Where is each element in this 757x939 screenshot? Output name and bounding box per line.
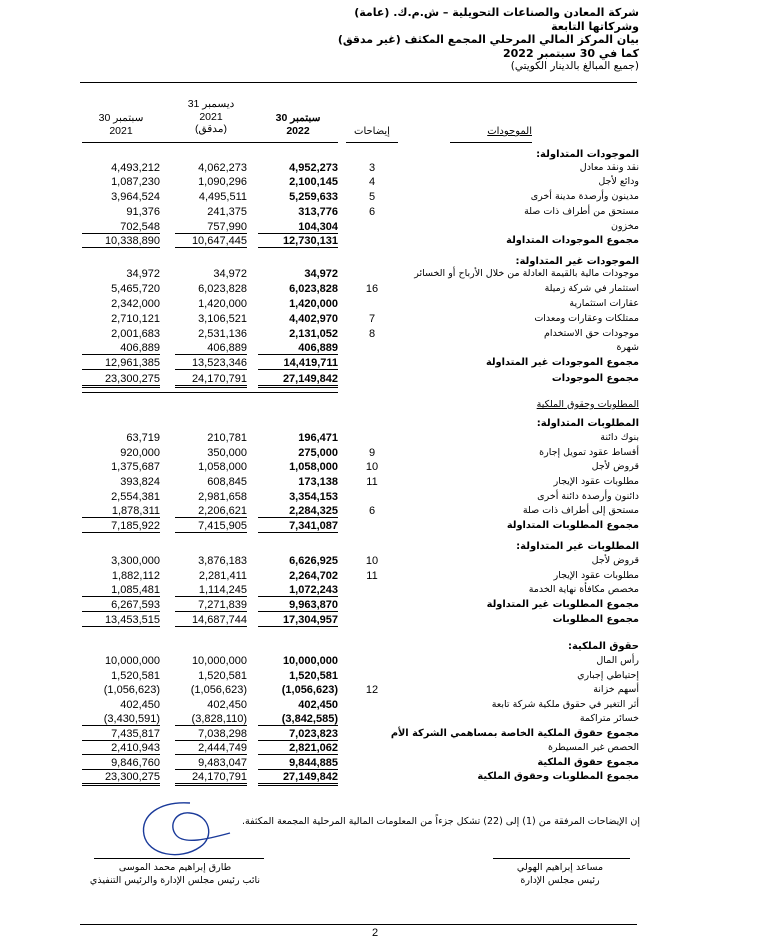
row-note: 3 — [368, 162, 376, 174]
total-rule — [82, 247, 160, 248]
value-c3: 2,710,121 — [111, 313, 160, 325]
document-header — [239, 6, 639, 74]
table-row — [0, 417, 757, 431]
signatory-right-title: رئيس مجلس الإدارة — [520, 875, 600, 886]
table-row — [0, 598, 757, 612]
table-row — [0, 669, 757, 683]
row-label: مطلوبات عقود الإيجار — [553, 570, 639, 581]
page-number: 2 — [371, 927, 379, 939]
currency-note: (جميع المبالغ بالدينار الكويتي) — [510, 60, 639, 72]
row-label: مجموع الموجودات — [551, 373, 639, 384]
value-c1: 34,972 — [304, 268, 338, 280]
row-note: 16 — [365, 283, 379, 295]
value-c3: 2,342,000 — [111, 298, 160, 310]
notes-reference: إن الإيضاحات المرفقة من (1) إلى (22) تشكل جزءاً من المعلومات المالية المرحلية المجمعة المكثفة. — [242, 816, 640, 827]
notes-column-header: إيضاحات — [354, 126, 390, 137]
row-label: المطلوبات غير المتداولة: — [516, 541, 639, 552]
value-c2: 1,058,000 — [198, 461, 247, 473]
value-c3: 10,000,000 — [104, 655, 160, 667]
value-c1: 1,520,581 — [289, 670, 338, 682]
row-label: مجموع الموجودات غير المتداولة — [485, 357, 639, 368]
total-rule — [258, 596, 338, 597]
value-c2: 4,495,511 — [198, 191, 247, 203]
value-c3: 2,001,683 — [111, 328, 160, 340]
value-c2: 757,990 — [207, 221, 247, 233]
value-c1: 196,471 — [298, 432, 338, 444]
total-rule — [258, 532, 338, 533]
value-c3: 3,300,000 — [111, 555, 160, 567]
column-header-sep-2022 — [258, 112, 338, 137]
value-c1: 2,100,145 — [289, 176, 338, 188]
total-rule — [175, 532, 247, 533]
total-rule — [82, 354, 160, 355]
table-row — [0, 341, 757, 355]
column-c2-line3: (مدقق) — [195, 123, 227, 135]
value-c1: 1,420,000 — [289, 298, 338, 310]
signature-right — [480, 861, 640, 887]
table-row — [0, 297, 757, 311]
row-label: قروض لأجل — [591, 555, 639, 566]
total-rule — [82, 754, 160, 755]
value-c1: 402,450 — [298, 699, 338, 711]
signature-left — [70, 861, 280, 887]
row-note: 8 — [368, 328, 376, 340]
value-c1: 104,304 — [298, 221, 338, 233]
table-row — [0, 540, 757, 554]
row-label: دائنون وأرصدة دائنة أخرى — [537, 491, 639, 502]
footer-rule — [80, 924, 637, 925]
total-rule — [82, 626, 160, 627]
total-rule — [258, 611, 338, 612]
table-row — [0, 475, 757, 489]
signature-line-left — [94, 858, 264, 859]
value-c3: 406,889 — [120, 342, 160, 354]
value-c2: 1,420,000 — [198, 298, 247, 310]
column-c2-line2: 2021 — [199, 110, 223, 123]
column-c1-line1: 30 سبتمبر — [275, 112, 321, 124]
value-c2: 10,000,000 — [191, 655, 247, 667]
table-row — [0, 205, 757, 219]
total-rule — [175, 785, 247, 786]
section-rule — [82, 392, 338, 393]
value-c3: 1,520,581 — [111, 670, 160, 682]
value-c1: 2,821,062 — [289, 742, 338, 754]
column-header-dec-2021 — [175, 98, 247, 136]
total-rule — [82, 387, 160, 388]
value-c1: 14,419,711 — [283, 357, 338, 369]
total-rule — [175, 354, 247, 355]
table-row — [0, 431, 757, 445]
table-row — [0, 756, 757, 770]
value-c3: 3,964,524 — [111, 191, 160, 203]
value-c1: 6,023,828 — [289, 283, 338, 295]
row-label: موجودات مالية بالقيمة العادلة من خلال الأرباح أو الخسائر — [414, 268, 639, 279]
value-c1: 10,000,000 — [282, 655, 338, 667]
value-c1: 2,284,325 — [289, 505, 338, 517]
total-rule — [175, 385, 247, 386]
value-c3: 2,554,381 — [111, 491, 160, 503]
value-c1: 1,058,000 — [289, 461, 338, 473]
value-c1: 12,730,131 — [282, 235, 338, 247]
value-c1: 9,844,885 — [289, 757, 338, 769]
value-c2: 10,647,445 — [191, 235, 247, 247]
table-row — [0, 267, 757, 281]
value-c1: 4,952,273 — [289, 162, 338, 174]
value-c2: 7,038,298 — [198, 728, 247, 740]
total-rule — [258, 754, 338, 755]
value-c2: 13,523,346 — [191, 357, 247, 369]
value-c3: 91,376 — [126, 206, 160, 218]
total-rule — [82, 369, 160, 370]
row-label: موجودات حق الاستخدام — [544, 328, 639, 339]
row-label: مجموع حقوق الملكية — [537, 757, 639, 768]
table-row — [0, 190, 757, 204]
value-c2: 241,375 — [207, 206, 247, 218]
row-label: مستحق إلى أطراف ذات صلة — [522, 505, 639, 516]
row-label: الموجودات المتداولة: — [536, 149, 639, 160]
row-label: أقساط عقود تمويل إجارة — [539, 447, 639, 458]
value-c3: 34,972 — [126, 268, 160, 280]
total-rule — [82, 611, 160, 612]
table-row — [0, 372, 757, 386]
value-c1: 3,354,153 — [289, 491, 338, 503]
row-label: مجموع حقوق الملكية الخاصة بمساهمي الشركة الأم — [390, 728, 639, 739]
table-row — [0, 446, 757, 460]
table-row — [0, 654, 757, 668]
total-rule — [258, 626, 338, 627]
total-rule — [82, 517, 160, 518]
table-row — [0, 583, 757, 597]
value-c1: 313,776 — [298, 206, 338, 218]
total-rule — [258, 247, 338, 248]
value-c1: 1,072,243 — [289, 584, 338, 596]
column-c1-line2: 2022 — [286, 124, 310, 137]
row-label: نقد ونقد معادل — [579, 162, 639, 173]
row-label: مستحق من أطراف ذات صلة — [524, 206, 639, 217]
column-header-rule — [450, 142, 532, 143]
signature-mark — [130, 795, 240, 865]
table-row — [0, 356, 757, 370]
total-rule — [82, 740, 160, 741]
company-name: شركة المعادن والصناعات التحويلية – ش.م.ك. (عامة) — [354, 6, 639, 19]
total-rule — [175, 754, 247, 755]
table-row — [0, 220, 757, 234]
row-note: 9 — [368, 447, 376, 459]
total-rule — [175, 783, 247, 784]
row-label: المطلوبات المتداولة: — [536, 418, 639, 429]
value-c1: 7,023,823 — [289, 728, 338, 740]
table-row — [0, 504, 757, 518]
row-label: مجموع الموجودات المتداولة — [506, 235, 639, 246]
total-rule — [175, 596, 247, 597]
value-c1: 7,341,087 — [289, 520, 338, 532]
column-c3-line2: 2021 — [109, 124, 133, 137]
total-rule — [175, 247, 247, 248]
total-rule — [258, 725, 338, 726]
value-c2: (1,056,623) — [190, 684, 247, 696]
table-row — [0, 519, 757, 533]
value-c2: 6,023,828 — [198, 283, 247, 295]
value-c2: 608,845 — [207, 476, 247, 488]
row-label: مطلوبات عقود الإيجار — [553, 476, 639, 487]
row-label: شهرة — [616, 342, 639, 353]
table-row — [0, 683, 757, 697]
row-note: 10 — [365, 461, 379, 473]
value-c1: 9,963,870 — [289, 599, 338, 611]
row-label: الحصص غير المسيطرة — [547, 742, 639, 753]
value-c3: 9,846,760 — [111, 757, 160, 769]
statement-title: بيان المركز المالي المرحلي المجمع المكثف (غير مدقق) — [337, 33, 639, 46]
table-row — [0, 727, 757, 741]
row-label: بنوك دائنة — [600, 432, 639, 443]
total-rule — [258, 740, 338, 741]
total-rule — [82, 769, 160, 770]
value-c1: 17,304,957 — [282, 614, 338, 626]
row-label: ودائع لأجل — [598, 176, 639, 187]
value-c2: 3,106,521 — [198, 313, 247, 325]
total-rule — [82, 385, 160, 386]
value-c1: 5,259,633 — [289, 191, 338, 203]
value-c2: 7,415,905 — [198, 520, 247, 532]
total-rule — [258, 785, 338, 786]
table-row — [0, 398, 757, 412]
statement-date: كما في 30 سبتمبر 2022 — [502, 46, 639, 60]
total-rule — [82, 233, 160, 234]
value-c1: 406,889 — [298, 342, 338, 354]
value-c2: 2,206,621 — [198, 505, 247, 517]
value-c2: 2,281,411 — [198, 570, 247, 582]
value-c1: 27,149,842 — [282, 771, 338, 783]
value-c3: 23,300,275 — [104, 373, 160, 385]
total-rule — [175, 626, 247, 627]
row-note: 7 — [368, 313, 376, 325]
value-c3: 10,338,890 — [104, 235, 160, 247]
value-c1: 6,626,925 — [289, 555, 338, 567]
value-c2: 24,170,791 — [191, 771, 247, 783]
row-label: إحتياطي إجباري — [577, 670, 639, 681]
table-row — [0, 312, 757, 326]
table-row — [0, 234, 757, 248]
table-row — [0, 770, 757, 784]
table-row — [0, 460, 757, 474]
value-c3: 7,185,922 — [111, 520, 160, 532]
value-c3: 23,300,275 — [104, 771, 160, 783]
value-c2: 3,876,183 — [198, 555, 247, 567]
value-c3: 1,878,311 — [111, 505, 160, 517]
value-c3: 393,824 — [120, 476, 160, 488]
row-label: المطلوبات وحقوق الملكية — [536, 399, 639, 410]
total-rule — [258, 783, 338, 784]
total-rule — [175, 517, 247, 518]
value-c2: 14,687,744 — [191, 614, 247, 626]
table-row — [0, 490, 757, 504]
row-label: قروض لأجل — [591, 461, 639, 472]
value-c2: 402,450 — [207, 699, 247, 711]
value-c2: 2,444,749 — [198, 742, 247, 754]
value-c1: 173,138 — [298, 476, 338, 488]
value-c2: 7,271,839 — [198, 599, 247, 611]
row-note: 5 — [368, 191, 376, 203]
value-c1: (3,842,585) — [281, 713, 338, 725]
value-c3: 1,087,230 — [111, 176, 160, 188]
row-label: مخصص مكافأة نهاية الخدمة — [528, 584, 639, 595]
signatory-right-name: مساعد إبراهيم الهولي — [516, 862, 604, 873]
value-c2: 4,062,273 — [198, 162, 247, 174]
total-rule — [258, 354, 338, 355]
table-row — [0, 569, 757, 583]
column-header-sep-2021 — [82, 112, 160, 137]
subsidiaries-line: وشركاتها التابعة — [551, 19, 639, 33]
table-row — [0, 613, 757, 627]
total-rule — [82, 596, 160, 597]
row-label: مجموع المطلوبات المتداولة — [506, 520, 639, 531]
row-label: أسهم خزانة — [593, 684, 639, 695]
column-c2-line1: 31 ديسمبر — [187, 98, 235, 110]
row-label: استثمار في شركة زميلة — [544, 283, 639, 294]
value-c3: 7,435,817 — [111, 728, 160, 740]
value-c3: 1,375,687 — [111, 461, 160, 473]
total-rule — [175, 769, 247, 770]
value-c1: 275,000 — [298, 447, 338, 459]
row-label: مخزون — [610, 221, 639, 232]
row-label: مجموع المطلوبات وحقوق الملكية — [477, 771, 639, 782]
table-row — [0, 282, 757, 296]
total-rule — [175, 740, 247, 741]
value-c3: (1,056,623) — [103, 684, 160, 696]
row-label: مدينون وأرصدة مدينة أخرى — [530, 191, 639, 202]
column-c3-line1: 30 سبتمبر — [98, 112, 144, 124]
total-rule — [175, 611, 247, 612]
signatory-left-name: طارق إبراهيم محمد الموسى — [118, 862, 232, 873]
total-rule — [82, 785, 160, 786]
total-rule — [258, 517, 338, 518]
value-c2: 210,781 — [207, 432, 247, 444]
row-note: 4 — [368, 176, 376, 188]
total-rule — [82, 532, 160, 533]
value-c3: 4,493,212 — [111, 162, 160, 174]
value-c3: 402,450 — [120, 699, 160, 711]
value-c2: 2,981,658 — [198, 491, 247, 503]
value-c3: 63,719 — [126, 432, 160, 444]
total-rule — [258, 233, 338, 234]
value-c3: 6,267,593 — [111, 599, 160, 611]
total-rule — [258, 387, 338, 388]
value-c3: (3,430,591) — [103, 713, 160, 725]
table-row — [0, 554, 757, 568]
column-header-rule — [82, 142, 338, 143]
value-c3: 1,882,112 — [111, 570, 160, 582]
total-rule — [82, 725, 160, 726]
row-note: 11 — [366, 570, 378, 582]
total-rule — [175, 725, 247, 726]
value-c1: (1,056,623) — [281, 684, 338, 696]
total-rule — [258, 769, 338, 770]
row-label: مجموع المطلوبات غير المتداولة — [486, 599, 639, 610]
value-c3: 12,961,385 — [104, 357, 160, 369]
row-label: مجموع المطلوبات — [552, 614, 639, 625]
value-c2: (3,828,110) — [191, 713, 247, 725]
row-note: 12 — [365, 684, 379, 696]
row-note: 11 — [366, 476, 378, 488]
row-label: رأس المال — [596, 655, 639, 666]
total-rule — [175, 369, 247, 370]
total-rule — [258, 369, 338, 370]
row-label: عقارات استثمارية — [569, 298, 639, 309]
table-row — [0, 712, 757, 726]
header-rule — [80, 82, 637, 83]
value-c3: 5,465,720 — [111, 283, 160, 295]
row-label: خسائر متراكمة — [579, 713, 639, 724]
value-c2: 1,114,245 — [198, 584, 247, 596]
total-rule — [258, 385, 338, 386]
value-c2: 406,889 — [207, 342, 247, 354]
table-row — [0, 175, 757, 189]
value-c2: 1,090,296 — [198, 176, 247, 188]
value-c3: 2,410,943 — [111, 742, 160, 754]
table-row — [0, 148, 757, 162]
value-c1: 2,264,702 — [289, 570, 338, 582]
table-row — [0, 161, 757, 175]
total-rule — [175, 387, 247, 388]
value-c2: 2,531,136 — [198, 328, 247, 340]
total-rule — [82, 783, 160, 784]
value-c3: 13,453,515 — [104, 614, 160, 626]
row-label: ممتلكات وعقارات ومعدات — [534, 313, 639, 324]
row-note: 10 — [365, 555, 379, 567]
value-c2: 350,000 — [207, 447, 247, 459]
table-row — [0, 640, 757, 654]
value-c2: 34,972 — [213, 268, 247, 280]
row-note: 6 — [368, 505, 376, 517]
value-c3: 1,085,481 — [111, 584, 160, 596]
value-c3: 920,000 — [120, 447, 160, 459]
value-c3: 702,548 — [120, 221, 160, 233]
table-row — [0, 327, 757, 341]
signatory-left-title: نائب رئيس مجلس الإدارة والرئيس التنفيذي — [89, 875, 261, 886]
signature-line-right — [493, 858, 630, 859]
total-rule — [175, 233, 247, 234]
row-note: 6 — [368, 206, 376, 218]
table-row — [0, 741, 757, 755]
assets-heading: الموجودات — [487, 126, 532, 137]
value-c2: 1,520,581 — [198, 670, 247, 682]
value-c1: 4,402,970 — [289, 313, 338, 325]
column-header-rule — [346, 142, 398, 143]
row-label: الموجودات غير المتداولة: — [515, 256, 639, 267]
value-c1: 27,149,842 — [282, 373, 338, 385]
table-row — [0, 698, 757, 712]
value-c2: 9,483,047 — [198, 757, 247, 769]
value-c2: 24,170,791 — [191, 373, 247, 385]
row-label: حقوق الملكية: — [567, 641, 639, 652]
row-label: أثر التغير في حقوق ملكية شركة تابعة — [491, 699, 639, 710]
value-c1: 2,131,052 — [289, 328, 338, 340]
